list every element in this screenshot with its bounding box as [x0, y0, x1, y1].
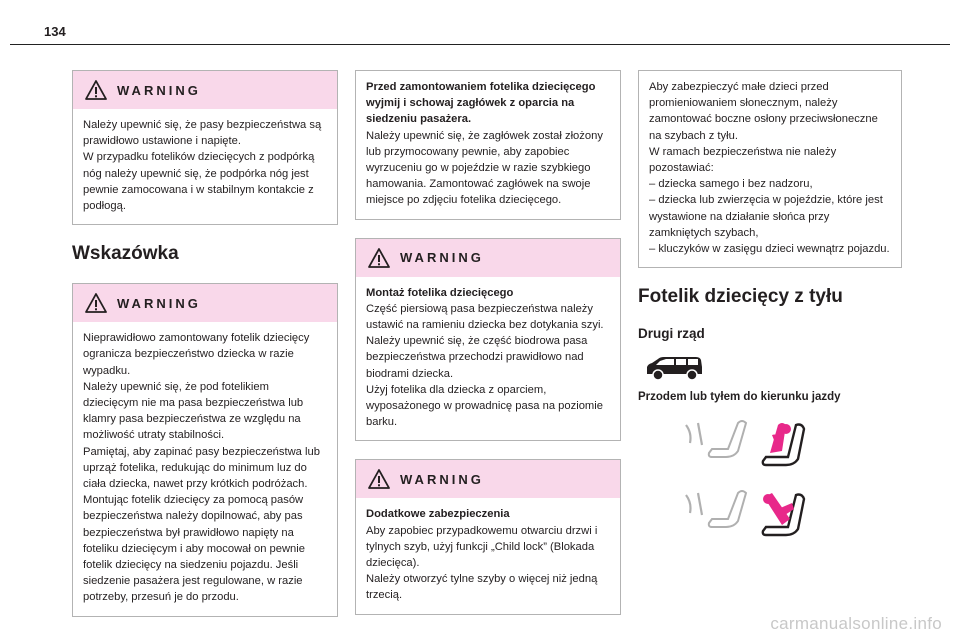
warning-text: W przypadku fotelików dziecięcych z podpórką nóg należy upewnić się, że podpórka nóg jest pewnie zamocowana i w stabilnym kontakcie z podłogą.: [83, 151, 315, 213]
warning-label: WARNING: [117, 82, 201, 98]
warning-text: Należy upewnić się, że pod fotelikiem dziecięcym nie ma pasa bezpieczeństwa lub klamry pasa bezpieczeństwa ze względu na możliwość utraty stabilności.: [83, 380, 304, 442]
warning-header: [73, 70, 337, 109]
warning-box-seatbelt: [72, 70, 338, 225]
warning-label: WARNING: [400, 250, 484, 266]
warning-header: [356, 459, 620, 498]
warning-triangle-icon: [368, 248, 390, 268]
note-box-headrest: [355, 70, 621, 220]
warning-text: Należy upewnić się, że pasy bezpieczeństwa są prawidłowo ustawione i napięte.: [83, 119, 322, 148]
note-body: [356, 71, 620, 219]
column-3: [638, 70, 902, 553]
note-text: Należy upewnić się, że zagłówek został złożony lub przymocowany pewnie, aby zapobiec wyrzuceniu go w pojeździe w razie szybkiego hamowania. Zamontować zagłówek na swoje miejsce po zdjęciu fotelika dziecięcego.: [366, 129, 603, 207]
warning-body: [356, 498, 620, 613]
note-body: [639, 71, 901, 267]
warning-label: WARNING: [117, 295, 201, 311]
warning-body: [73, 322, 337, 615]
section-title-tip: Wskazówka: [72, 243, 179, 265]
note-text: – kluczyków w zasięgu dzieci wewnątrz pojazdu.: [649, 243, 890, 256]
warning-text: Należy otworzyć tylne szyby o więcej niż jedną trzecią.: [366, 573, 598, 602]
warning-box-extra-security: [355, 459, 621, 614]
car-silhouette-icon: [644, 355, 704, 381]
warning-text: Nieprawidłowo zamontowany fotelik dziecięcy ogranicza bezpieczeństwo dziecka w razie wypadku.: [83, 332, 310, 377]
warning-triangle-icon: [368, 469, 390, 489]
page-number: 134: [44, 24, 66, 39]
column-2: [355, 70, 621, 633]
warning-body: [356, 277, 620, 441]
warning-text: Użyj fotelika dla dziecka z oparciem, wyposażonego w prowadnicę pasa na poziomie barku.: [366, 383, 603, 429]
warning-box-installation: [72, 283, 338, 616]
warning-bold-text: Montaż fotelika dziecięcego: [366, 286, 514, 299]
rear-seat-child-seat-diagram: [678, 413, 838, 553]
section-title-rear-seat: Fotelik dziecięcy z tyłu: [638, 286, 843, 308]
subtitle-orientation: Przodem lub tyłem do kierunku jazdy: [638, 391, 841, 404]
warning-bold-text: Dodatkowe zabezpieczenia: [366, 508, 510, 521]
note-text: – dziecka lub zwierzęcia w pojeździe, które jest wystawione na działanie słońca przy zamkniętych szybach,: [649, 194, 883, 239]
warning-box-mounting: [355, 238, 621, 442]
watermark: carmanualsonline.info: [770, 614, 942, 633]
subtitle-second-row: Drugi rząd: [638, 326, 705, 342]
note-bold-text: Przed zamontowaniem fotelika dziecięcego wyjmij i schowaj zagłówek z oparcia na siedzeniu pasażera.: [366, 81, 596, 126]
warning-text: Należy upewnić się, że część biodrowa pasa bezpieczeństwa przechodzi prawidłowo nad biodrami dziecka.: [366, 335, 588, 380]
warning-text: Część piersiową pasa bezpieczeństwa należy ustawić na ramieniu dziecka bez dotykania szyi.: [366, 302, 604, 332]
warning-body: [73, 109, 337, 224]
warning-header: [73, 283, 337, 322]
forward-facing-seat-icon: [686, 421, 804, 465]
note-text: Aby zabezpieczyć małe dzieci przed promieniowaniem słonecznym, należy zamontować boczne osłony przeciwsłoneczne na szybach z tyłu.: [649, 81, 878, 142]
note-box-sun-protection: [638, 70, 902, 268]
warning-triangle-icon: [85, 293, 107, 313]
warning-text: Pamiętaj, aby zapinać pasy bezpieczeństwa lub uprząż fotelika, redukując do minimum luz do ciała dziecka, nawet przy krótkich podróżach.: [83, 445, 320, 491]
top-rule: [10, 44, 950, 45]
warning-triangle-icon: [85, 80, 107, 100]
warning-header: [356, 238, 620, 277]
warning-text: Aby zapobiec przypadkowemu otwarciu drzwi i tylnych szyb, użyj funkcji „Child lock” (Blokada dziecięca).: [366, 524, 598, 570]
rear-facing-seat-icon: [686, 491, 804, 535]
note-text: W ramach bezpieczeństwa nie należy pozostawiać:: [649, 145, 837, 175]
note-text: – dziecka samego i bez nadzoru,: [649, 178, 813, 191]
warning-text: Montując fotelik dziecięcy za pomocą pasów bezpieczeństwa należy dopilnować, aby pas bezpieczeństwa był prawidłowo napięty na foteliku dziecięcym i aby mocował on pewnie fotelik dziecięcy na siedzeniu pojazdu. Jeśli siedzenie pasażera jest regulowane, w razie potrzeby, przesuń je do przodu.: [83, 494, 305, 604]
warning-label: WARNING: [400, 471, 484, 487]
column-1: [72, 70, 338, 635]
